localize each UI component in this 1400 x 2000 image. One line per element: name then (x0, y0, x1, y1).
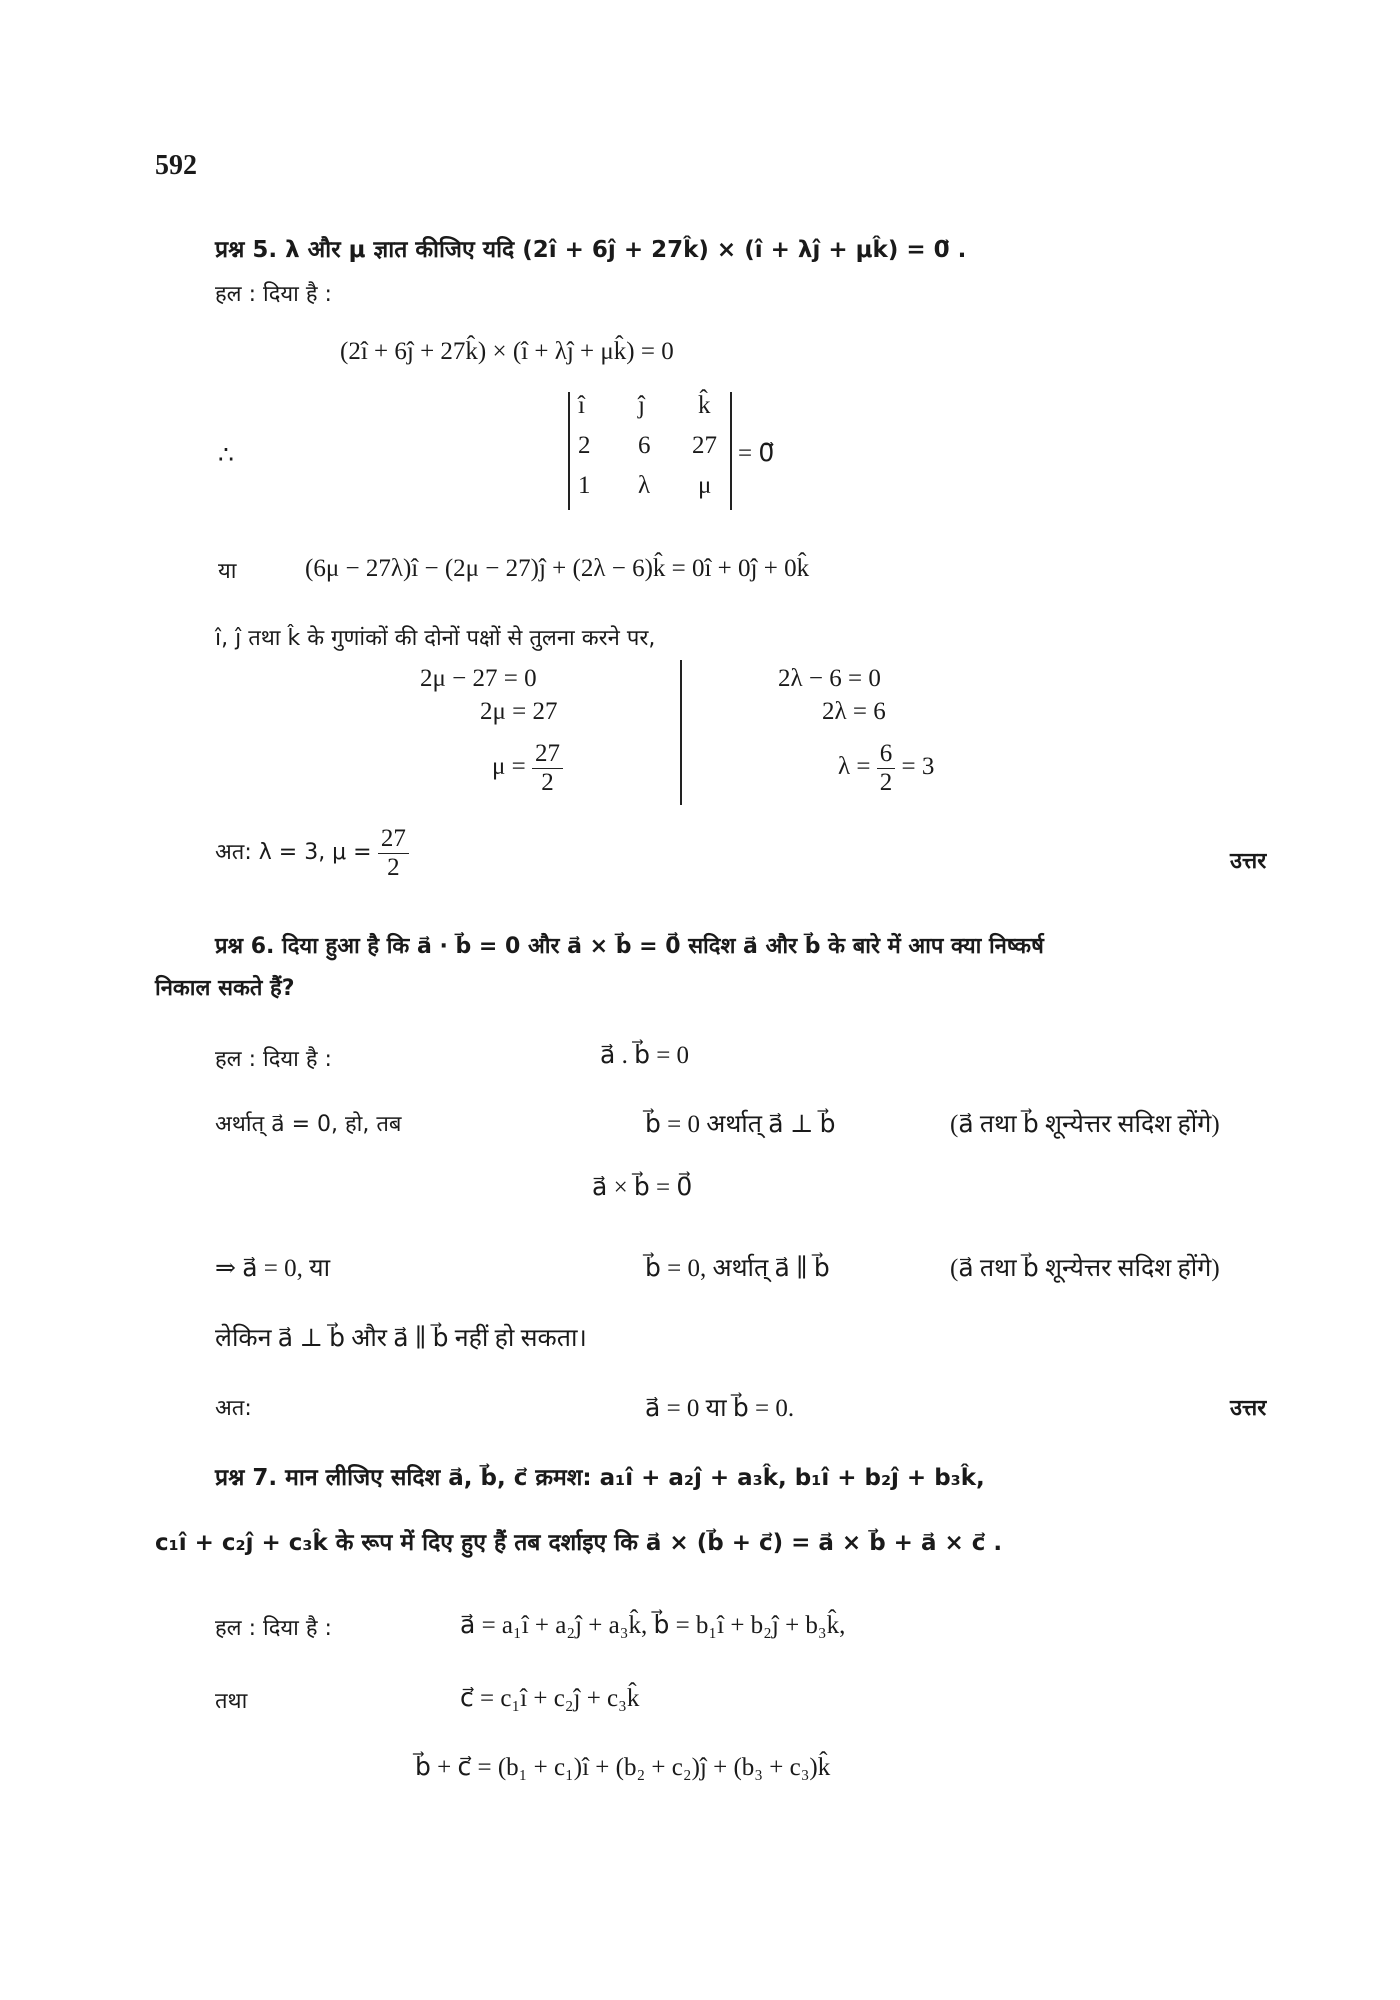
q6-hence-label: अत: (215, 1396, 252, 1421)
lambda-fraction: $\frac{6}{2}$ (877, 740, 896, 797)
left-eq-3 (492, 740, 563, 797)
left-eq-2: 2μ = 27 (480, 698, 558, 725)
q6-row-1-right: (a⃗ तथा b⃗ शून्येत्तर सदिश होंगे) (950, 1111, 1220, 1138)
q7-and-label: तथा (215, 1689, 248, 1714)
det-cell: ĵ (638, 392, 645, 419)
q7-given-c: c⃗ = c₁î + c₂ĵ + c₃k̂ (460, 1685, 640, 1712)
det-cell: 27 (692, 432, 717, 459)
determinant (568, 392, 732, 510)
det-cell: î (578, 392, 585, 419)
q5-title: प्रश्न 5. λ और μ ज्ञात कीजिए यदि (2î + 6ĵ + 27k̂) × (î + λĵ + μk̂) = 0⃗ . (215, 237, 967, 263)
left-eq-1: 2μ − 27 = 0 (420, 665, 537, 692)
q5-conclusion: अत: λ = 3, μ = $\frac{27}{2}$ (215, 825, 409, 882)
q6-but-statement: लेकिन a⃗ ⊥ b⃗ और a⃗ ∥ b⃗ नहीं हो सकता। (215, 1325, 587, 1352)
q6-row-2-middle: b⃗ = 0, अर्थात् a⃗ ∥ b⃗ (645, 1255, 830, 1282)
det-cell: k̂ (698, 392, 711, 419)
determinant-rhs: = 0⃗ (738, 440, 775, 467)
q6-solution-label: हल : दिया है : (215, 1047, 332, 1072)
mu-label: μ = (492, 753, 526, 781)
or-label: या (218, 559, 237, 584)
q5-answer-label: उत्तर (1230, 849, 1267, 874)
q6-row-2-right: (a⃗ तथा b⃗ शून्येत्तर सदिश होंगे) (950, 1255, 1220, 1282)
right-eq-2: 2λ = 6 (822, 698, 886, 725)
compare-text: î, ĵ तथा k̂ के गुणांकों की दोनों पक्षों से तुलना करने पर, (215, 626, 656, 651)
right-eq-3: λ = $\frac{6}{2}$ = 3 (838, 740, 935, 796)
therefore-symbol: ∴ (218, 442, 234, 469)
q7-title-line-1: प्रश्न 7. मान लीजिए सदिश a⃗, b⃗, c⃗ क्रमश: a₁î + a₂ĵ + a₃k̂, b₁î + b₂ĵ + b₃k̂, (215, 1465, 985, 1491)
q6-row-1-middle: b⃗ = 0 अर्थात् a⃗ ⊥ b⃗ (645, 1111, 836, 1138)
q7-title-line-2: c₁î + c₂ĵ + c₃k̂ के रूप में दिए हुए हैं तब दर्शाइए कि a⃗ × (b⃗ + c⃗) = a⃗ × b⃗ + a⃗ × c⃗ . (155, 1530, 1003, 1556)
mu-fraction: $\frac{27}{2}$ (532, 740, 563, 797)
lambda-label: λ = (838, 753, 871, 781)
q6-dot-equation: a⃗ . b⃗ = 0 (600, 1042, 690, 1069)
q5-equation-1: (2î + 6ĵ + 27k̂) × (î + λĵ + μk̂) = 0 (340, 338, 674, 365)
column-divider (680, 660, 682, 805)
q7-solution-label: हल : दिया है : (215, 1616, 332, 1641)
det-cell: 2 (578, 432, 591, 459)
det-cell: 6 (638, 432, 651, 459)
page-number: 592 (155, 150, 197, 181)
q6-row-2-left: ⇒ a⃗ = 0, या (215, 1255, 331, 1282)
q6-hence-equation: a⃗ = 0 या b⃗ = 0. (645, 1395, 795, 1422)
q6-title-line-2: निकाल सकते हैं? (155, 976, 295, 1001)
det-cell: 1 (578, 472, 591, 499)
q5-solution-label: हल : दिया है : (215, 282, 332, 307)
q6-title-line-1: प्रश्न 6. दिया हुआ है कि a⃗ · b⃗ = 0 और a⃗ × b⃗ = 0⃗ सदिश a⃗ और b⃗ के बारे में आप क्या निष्कर्ष (215, 934, 1044, 959)
q6-row-1-left: अर्थात् a⃗ = 0, हो, तब (215, 1112, 402, 1137)
q6-answer-label: उत्तर (1230, 1396, 1267, 1421)
det-cell: μ (698, 472, 712, 499)
right-eq-1: 2λ − 6 = 0 (778, 665, 881, 692)
q7-given-ab: a⃗ = a₁î + a₂ĵ + a₃k̂, b⃗ = b₁î + b₂ĵ + b₃k̂, (460, 1612, 846, 1639)
conclusion-fraction: $\frac{27}{2}$ (378, 825, 409, 882)
q6-cross-equation: a⃗ × b⃗ = 0⃗ (592, 1174, 693, 1201)
q7-sum-bc: b⃗ + c⃗ = (b₁ + c₁)î + (b₂ + c₂)ĵ + (b₃ + c₃)k̂ (415, 1754, 831, 1781)
q5-equation-2: (6μ − 27λ)î − (2μ − 27)ĵ + (2λ − 6)k̂ = 0î + 0ĵ + 0k̂ (305, 555, 810, 582)
det-cell: λ (638, 472, 651, 499)
